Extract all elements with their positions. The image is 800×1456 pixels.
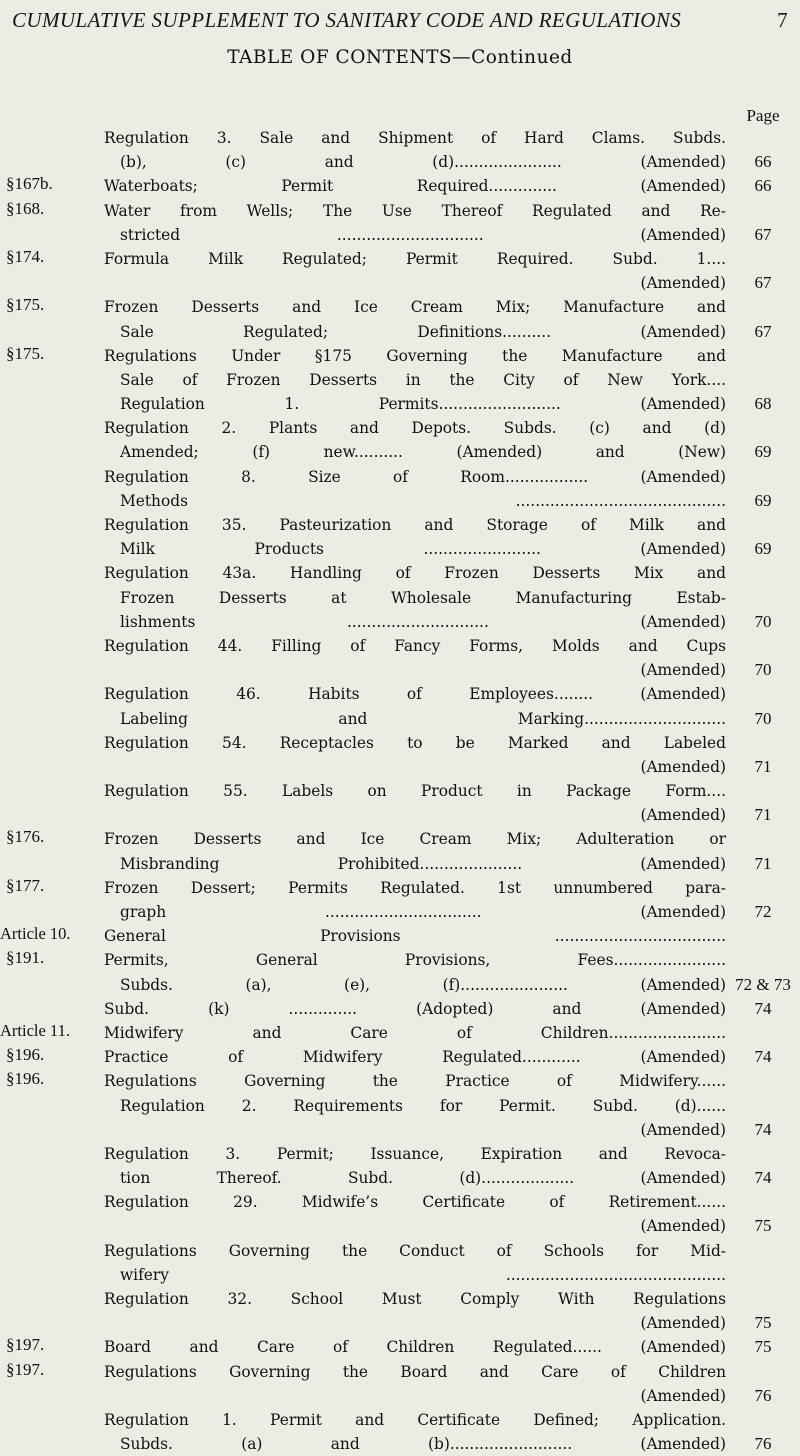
toc-entry bbox=[0, 1335, 800, 1359]
toc-entry bbox=[0, 1069, 800, 1142]
section-number: §167b. bbox=[6, 174, 53, 194]
page-ref: 74 bbox=[754, 1168, 772, 1188]
page-ref: 76 bbox=[754, 1434, 772, 1454]
entry-line: Milk Products ........................ (Amended) bbox=[120, 540, 726, 559]
entry-line: Regulation 55. Labels on Product in Package Form.... bbox=[104, 782, 726, 801]
entry-line: (b), (c) and (d)...................... (Amended) bbox=[120, 153, 726, 172]
entry-line: Waterboats; Permit Required.............. (Amended) bbox=[104, 177, 726, 196]
toc-entry bbox=[0, 513, 800, 561]
page-ref: 69 bbox=[754, 442, 772, 462]
entry-line: (Amended) bbox=[640, 1217, 726, 1236]
toc-entry bbox=[0, 561, 800, 634]
toc-entry bbox=[0, 779, 800, 827]
toc-entry bbox=[0, 126, 800, 174]
section-number: §196. bbox=[6, 1069, 45, 1089]
section-number: §176. bbox=[6, 827, 45, 847]
section-number: §196. bbox=[6, 1045, 45, 1065]
entry-line: Subds. (a) and (b)......................... (Amended) bbox=[120, 1435, 726, 1454]
entry-line: (Amended) bbox=[640, 806, 726, 825]
toc-entry bbox=[0, 1142, 800, 1190]
entry-line: Frozen Desserts and Ice Cream Mix; Adulteration or bbox=[104, 830, 726, 849]
entry-line: Subd. (k) .............. (Adopted) and (Amended) bbox=[104, 999, 726, 1018]
entry-line: wifery ............................................. bbox=[120, 1265, 726, 1284]
article-label: Article 10. bbox=[0, 924, 71, 944]
entry-line: Midwifery and Care of Children........................ bbox=[104, 1023, 726, 1042]
section-number: §175. bbox=[6, 343, 45, 363]
page-ref: 75 bbox=[754, 1337, 772, 1357]
page-ref: 71 bbox=[754, 853, 772, 873]
toc-entry bbox=[0, 876, 800, 924]
entry-line: Methods ........................................... bbox=[120, 491, 726, 510]
page-ref: 72 bbox=[754, 902, 772, 921]
entry-line: Regulations Governing the Conduct of Schools for Mid- bbox=[104, 1241, 726, 1260]
section-number: §197. bbox=[6, 1359, 45, 1379]
entry-line: Formula Milk Regulated; Permit Required. Subd. 1.... bbox=[104, 249, 726, 268]
toc-entry bbox=[0, 827, 800, 875]
page-ref: 66 bbox=[754, 176, 772, 196]
toc-entry bbox=[0, 174, 800, 198]
toc-entry bbox=[0, 948, 800, 996]
entry-line: Practice of Midwifery Regulated............ (Amended) bbox=[104, 1048, 726, 1067]
toc-entry bbox=[0, 682, 800, 730]
entry-line: Regulation 1. Permits......................... (Amended) bbox=[120, 395, 726, 414]
page-ref: 74 bbox=[754, 998, 772, 1018]
page-ref: 66 bbox=[754, 152, 772, 172]
toc-entry bbox=[0, 465, 800, 513]
entry-line: Regulation 2. Requirements for Permit. Subd. (d)...... bbox=[120, 1096, 726, 1115]
section-number: §177. bbox=[6, 875, 45, 895]
toc-entry bbox=[0, 295, 800, 343]
entry-line: Frozen Desserts and Ice Cream Mix; Manufacture and bbox=[104, 298, 726, 317]
entry-line: Regulations Governing the Practice of Midwifery...... bbox=[104, 1072, 726, 1091]
page-ref: 74 bbox=[754, 1119, 772, 1139]
entry-line: Regulation 44. Filling of Fancy Forms, Molds and Cups bbox=[104, 636, 726, 655]
entry-line: Frozen Dessert; Permits Regulated. 1st unnumbered para- bbox=[104, 878, 726, 897]
toc-entry bbox=[0, 1287, 800, 1335]
page-ref: 76 bbox=[754, 1385, 772, 1405]
entry-line: Sale Regulated; Definitions.......... (Amended) bbox=[120, 322, 726, 341]
page-ref: 70 bbox=[754, 660, 772, 680]
toc-entry bbox=[0, 1190, 800, 1238]
toc-entry bbox=[0, 247, 800, 295]
page-ref: 68 bbox=[754, 394, 772, 414]
toc-entry bbox=[0, 416, 800, 464]
entry-line: tion Thereof. Subd. (d)................... (Amended) bbox=[120, 1169, 726, 1188]
toc-entry bbox=[0, 344, 800, 417]
page-ref: 75 bbox=[754, 1216, 772, 1236]
toc-entry bbox=[0, 1239, 800, 1287]
entry-line: Regulation 3. Permit; Issuance, Expiration and Revoca- bbox=[104, 1144, 726, 1163]
entry-line: Regulation 29. Midwife’s Certificate of Retirement...... bbox=[104, 1193, 726, 1212]
entry-line: lishments ............................. (Amended) bbox=[120, 612, 726, 631]
toc-entry bbox=[0, 1045, 800, 1069]
entry-line: stricted .............................. (Amended) bbox=[120, 225, 726, 244]
entry-line: Regulation 3. Sale and Shipment of Hard Clams. Subds. bbox=[104, 129, 726, 147]
entry-line: Regulation 43a. Handling of Frozen Desserts Mix and bbox=[104, 564, 726, 583]
entry-line: Regulation 8. Size of Room................. (Amended) bbox=[104, 467, 726, 486]
page-ref: 75 bbox=[754, 1313, 772, 1333]
entry-line: Subds. (a), (e), (f)...................... (Amended) bbox=[120, 975, 726, 994]
running-head bbox=[12, 8, 788, 33]
section-number: §197. bbox=[6, 1335, 45, 1355]
entry-line: Sale of Frozen Desserts in the City of New York.... bbox=[120, 370, 726, 389]
page-ref: 69 bbox=[754, 490, 772, 510]
toc-entry bbox=[0, 997, 800, 1021]
page-number: 7 bbox=[777, 8, 788, 32]
entry-line: Regulation 2. Plants and Depots. Subds. (c) and (d) bbox=[104, 419, 726, 438]
toc-entry bbox=[0, 731, 800, 779]
page-ref: 74 bbox=[754, 1047, 772, 1067]
page-ref: 72 & 73 bbox=[735, 974, 791, 994]
entry-line: Misbranding Prohibited..................... (Amended) bbox=[120, 854, 726, 873]
page-ref: 69 bbox=[754, 539, 772, 559]
entry-line: (Amended) bbox=[640, 661, 726, 680]
entry-line: Regulation 32. School Must Comply With Regulations bbox=[104, 1290, 726, 1308]
page-ref: 67 bbox=[754, 224, 772, 244]
entry-line: Frozen Desserts at Wholesale Manufacturing Estab- bbox=[120, 588, 726, 607]
entry-line: Regulation 46. Habits of Employees........ (Amended) bbox=[104, 685, 726, 704]
toc-entry bbox=[0, 924, 800, 948]
toc-entry bbox=[0, 634, 800, 682]
entry-line: Labeling and Marking............................. bbox=[120, 709, 726, 728]
entry-line: (Amended) bbox=[640, 274, 726, 293]
toc-entry bbox=[0, 1408, 800, 1456]
section-number: §191. bbox=[6, 948, 45, 968]
entry-line: (Amended) bbox=[640, 1314, 726, 1333]
entry-line: (Amended) bbox=[640, 757, 726, 776]
page-ref: 71 bbox=[754, 805, 772, 825]
entry-line: Regulations Under §175 Governing the Manufacture and bbox=[104, 346, 726, 365]
toc-title: TABLE OF CONTENTS—Continued bbox=[227, 47, 573, 68]
article-label: Article 11. bbox=[0, 1020, 70, 1040]
page-ref: 67 bbox=[754, 321, 772, 341]
entry-line: Regulation 35. Pasteurization and Storage of Milk and bbox=[104, 516, 726, 534]
page-ref: 71 bbox=[754, 756, 772, 776]
entry-line: Regulation 1. Permit and Certificate Defined; Application. bbox=[104, 1410, 726, 1429]
entry-line: (Amended) bbox=[640, 1386, 726, 1405]
page-ref: 70 bbox=[754, 611, 772, 631]
entry-line: Water from Wells; The Use Thereof Regulated and Re- bbox=[104, 201, 726, 220]
running-title: CUMULATIVE SUPPLEMENT TO SANITARY CODE AND REGULATIONS bbox=[12, 8, 682, 32]
entry-line: Board and Care of Children Regulated...... (Amended) bbox=[104, 1338, 726, 1357]
entry-line: Regulation 54. Receptacles to be Marked and Labeled bbox=[104, 733, 726, 752]
toc-entry bbox=[0, 1021, 800, 1045]
toc-entry bbox=[0, 1360, 800, 1408]
section-number: §175. bbox=[6, 295, 45, 315]
entry-line: Regulations Governing the Board and Care of Children bbox=[104, 1362, 726, 1381]
toc-entry bbox=[0, 199, 800, 247]
toc-entries bbox=[0, 126, 800, 1456]
entry-line: (Amended) bbox=[640, 1120, 726, 1139]
entry-line: graph ................................ (Amended) bbox=[120, 903, 726, 921]
entry-line: Permits, General Provisions, Fees....................... bbox=[104, 951, 726, 970]
page-ref: 70 bbox=[754, 708, 772, 728]
section-number: §168. bbox=[6, 198, 45, 218]
section-number: §174. bbox=[6, 246, 45, 266]
page-ref: 67 bbox=[754, 273, 772, 293]
page-column-label: Page bbox=[746, 106, 780, 125]
entry-line: Amended; (f) new.......... (Amended) and (New) bbox=[120, 443, 726, 462]
entry-line: General Provisions ................................... bbox=[104, 927, 726, 946]
